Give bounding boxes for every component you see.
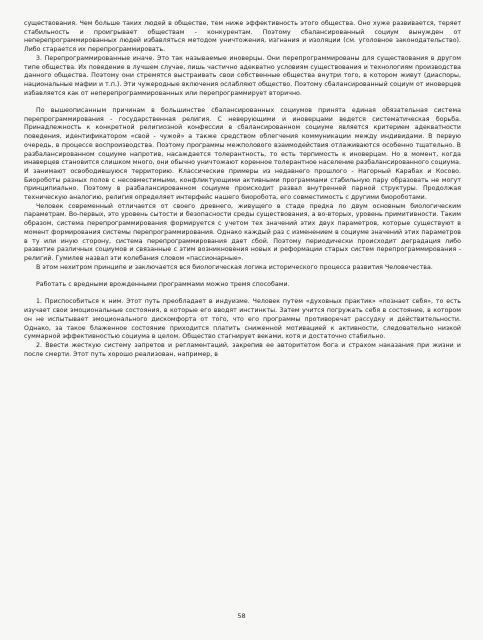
paragraph-1: существования. Чем больше таких людей в обществе, тем ниже эффективность этого общества. Оно хуже развивается, теряет стабильность и проигрывает обществам - конкурентам. Поэтому сбалансированный социум вынужден от неперепрограммированных людей избавляться методом уничтожения, изгнания и изоляции (см. уголовное законодательство). Либо старается их перепрограммировать. — [24, 20, 461, 54]
body-text — [24, 20, 461, 359]
paragraph-2: 3. Перепрограммированные иначе. Это так называемые иноверцы. Они перепрограммированы для существования в другом типе общества. Их поведение в лучшем случае, лишь частично адекватно условиям существования и технологиям производства данного общества. Поэтому они стремятся выстраивать свои собственные общества внутри того, в котором живут (диаспоры, национальные мафии и т.п.). Эти чужеродные включения ослабляют общество. Поэтому сбалансированный социум от иноверцев избавляется как от неперепрограммированных или перепрограммирует вторично. — [24, 54, 461, 97]
paragraph-5: В этом нехитром принципе и заключается вся биологическая логика исторического процесса развития Человечества. — [36, 263, 433, 271]
page-number: 58 — [237, 612, 246, 620]
paragraph-4: Человек современный отличается от своего древнего, живущего в стаде предка по двум основным биологическим параметрам. Во-первых, это уровень сытости и безопасности среды существования, а во-вторых, уровень примитивности. Таким образом, система перепрограммирования формируется с учетом тех значений этих двух параметров, которые существуют в момент формирования системы перепрограммирования. Однако каждый раз с изменением в социуме значений этих параметров в ту или иную сторону, система перепрограммирования дает сбой. Поэтому периодически происходит деградация либо развитие различных социумов и связанные с этим возникновения новых и реформации старых систем перепрограммирования - религий. Гумилев назвал эти колебания словом «пассионарные». — [24, 202, 461, 262]
paragraph-8: 2. Ввести жесткую систему запретов и регламентаций, закрепив ее авторитетом бога и страхом наказания при жизни и после смерти. Этот путь хорошо реализован, например, в — [24, 341, 461, 358]
paragraph-6: Работать с вредными врожденными программами можно тремя способами. — [36, 281, 290, 289]
paragraph-7: 1. Приспособиться к ним. Этот путь преобладает в индуизме. Человек путем «духовных практик» «познает себя», то есть изучает свои эмоциональные состояния, в которые его вводят инстинкты. Затем учится погружать себя в состояние, в котором он не испытывает эмоционального дискомфорта от того, что его программы противоречат рассудку и действительности. Однако, за такое блаженное состояние приходится платить сниженной мотивацией к активности, следовательно низкой суммарной эффективностью социума в целом. Общество стагнирует веками, хотя и достаточно стабильно. — [24, 298, 461, 341]
paragraph-3: По вышеописанным причинам в большинстве сбалансированных социумов принята единая обязательная система перепрограммирования - государственная религия. С неверующими и иноверцами ведется систематическая борьба. Принадлежность к конкретной религиозной конфессии в сбалансированном социуме является критерием адекватности поведения, идентификатором «свой - чужой» а также средством облегчения коммуникации между индивидами. В первую очередь, в процессе воспроизводства. Поэтому программы межполового взаимодействия отлаживаются особенно тщательно. В разбалансированном социуме напротив, насаждается толерантность, то есть терпимость к иноверцам. Но в момент, когда инаверцев становится слишком много, они обычно уничтожают коренное толерантное население разбалансированного социума. И занимают освободившуюся территорию. Классические примеры из недавнего прошлого - Нагорный Карабах и Косово. Биороботы разных полов с несовместимыми, конфликтующими активными программами стабильную пару образовать не могут принципиально. Поэтому в разбалансированном социуме происходит развал внутренней парной структуры. Продолжая техническую аналогию, религия определяет интерфейс нашего биоробота, его совместимость с другими биороботами. — [24, 107, 461, 202]
